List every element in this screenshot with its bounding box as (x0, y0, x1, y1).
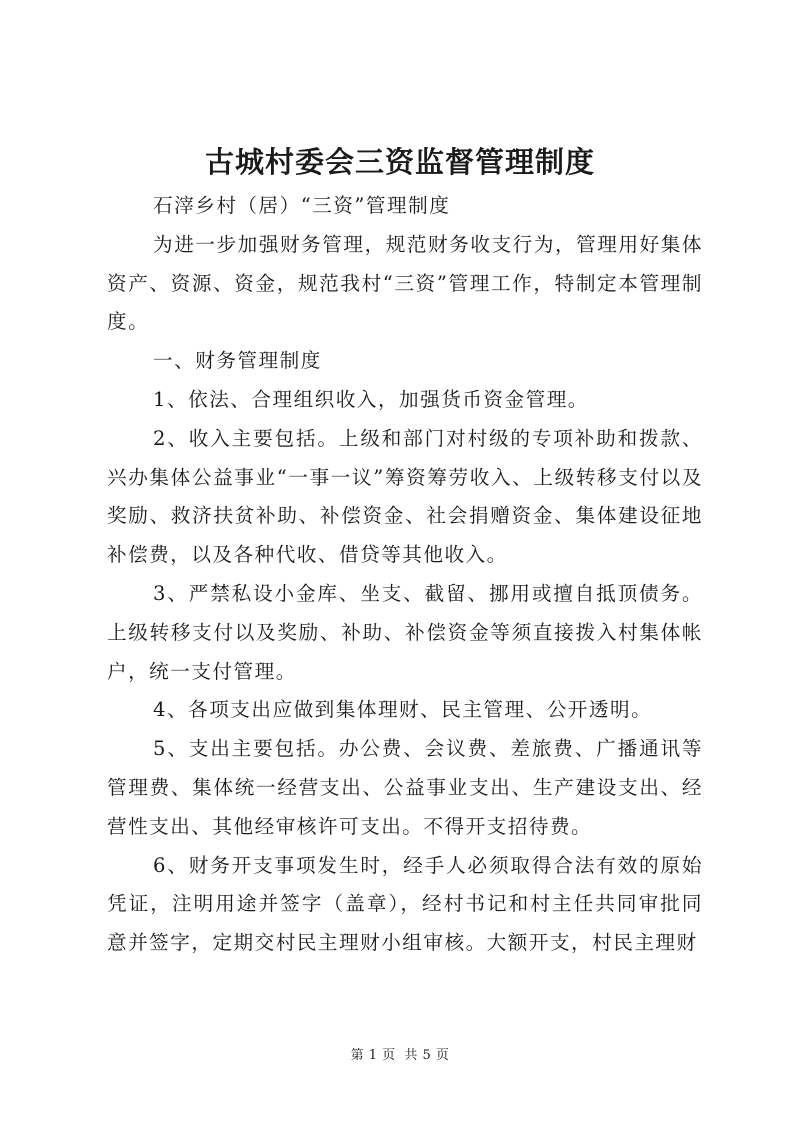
paragraph-intro: 为进一步加强财务管理，规范财务收支行为，管理用好集体资产、资源、资金，规范我村“三资”管理工作，特制定本管理制度。 (107, 232, 703, 334)
section-heading: 一、财务管理制度 (153, 349, 322, 373)
page-total: 共 5 页 (404, 1048, 450, 1063)
document-body (107, 187, 703, 963)
paragraph-subtitle: 石滓乡村（居）“三资”管理制度 (153, 194, 451, 217)
paragraph-item-3: 3、严禁私设小金库、坐支、截留、挪用或擅自抵顶债务。上级转移支付以及奖励、补助、补偿资金等须直接拨入村集体帐户，统一支付管理。 (107, 581, 703, 683)
paragraph-item-6: 6、财务开支事项发生时，经手人必须取得合法有效的原始凭证，注明用途并签字（盖章），经村书记和村主任共同审批同意并签字，定期交村民主理财小组审核。大额开支，村民主理财 (107, 853, 703, 955)
paragraph-item-1: 1、依法、合理组织收入，加强货币资金管理。 (153, 387, 589, 411)
page-number: 第 1 页 (350, 1048, 396, 1063)
paragraph-item-2: 2、收入主要包括。上级和部门对村级的专项补助和拨款、兴办集体公益事业“一事一议”筹资筹劳收入、上级转移支付以及奖励、救济扶贫补助、补偿资金、社会捐赠资金、集体建设征地补偿费，以及各种代收、借贷等其他收入。 (107, 426, 703, 567)
paragraph-item-4: 4、各项支出应做到集体理财、民主管理、公开透明。 (153, 698, 653, 722)
paragraph-item-5: 5、支出主要包括。办公费、会议费、差旅费、广播通讯等管理费、集体统一经营支出、公益事业支出、生产建设支出、经营性支出、其他经审核许可支出。不得开支招待费。 (107, 737, 703, 838)
page-footer (0, 1047, 800, 1065)
document-title: 古城村委会三资监督管理制度 (204, 145, 595, 179)
